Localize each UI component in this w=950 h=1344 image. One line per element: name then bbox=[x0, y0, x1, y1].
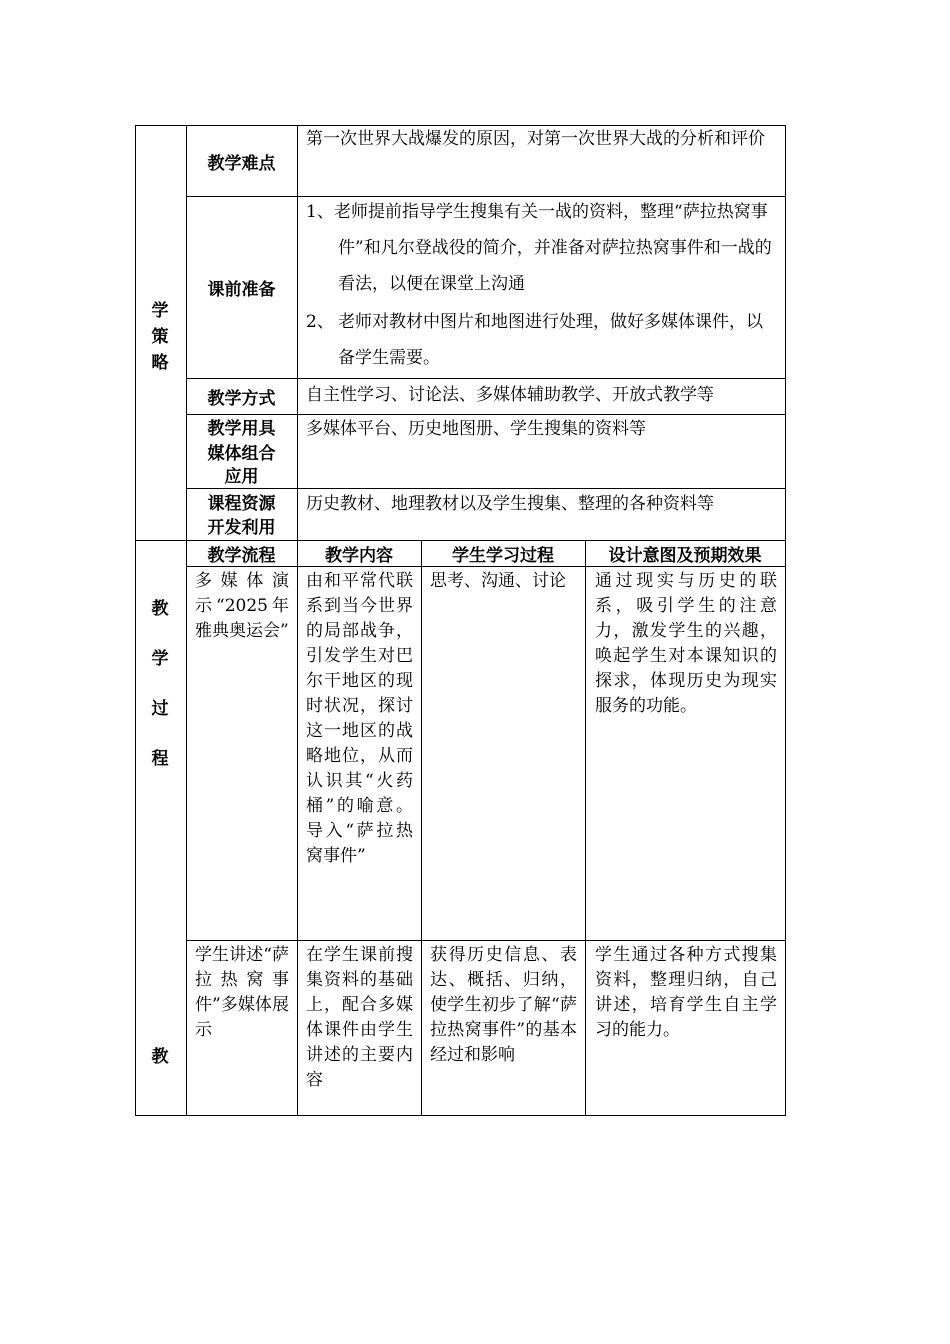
column-header-design-intent: 设计意图及预期效果 bbox=[608, 546, 762, 566]
prep-item-1-number: 1、 bbox=[306, 202, 334, 222]
tools-content: 多媒体平台、历史地图册、学生搜集的资料等 bbox=[306, 419, 646, 439]
col-divider bbox=[421, 540, 422, 1116]
prep-item-2-text: 老师对教材中图片和地图进行处理，做好多媒体课件，以备学生需要。 bbox=[338, 312, 763, 368]
row-label-resources-line2: 开发利用 bbox=[207, 518, 276, 538]
prep-item-1-text: 老师提前指导学生搜集有关一战的资料，整理“萨拉热窝事件”和凡尔登战役的简介，并准备对萨拉热窝事件和一战的看法，以便在课堂上沟通 bbox=[334, 202, 772, 294]
row-label-teaching-method: 教学方式 bbox=[207, 389, 276, 409]
row-divider bbox=[186, 566, 786, 567]
table-border-bottom bbox=[135, 1115, 786, 1116]
process-row-2-flow: 学生讲述“萨拉热窝事件”多媒体展示 bbox=[195, 945, 289, 1040]
prep-item-2-number: 2、 bbox=[306, 312, 334, 332]
row-label-resources-line1: 课程资源 bbox=[207, 494, 276, 514]
resources-content: 历史教材、地理教材以及学生搜集、整理的各种资料等 bbox=[306, 494, 714, 514]
process-row-2-content: 在学生课前搜集资料的基础上，配合多媒体课件由学生讲述的主要内容 bbox=[306, 945, 413, 1090]
row-label-tools-line3: 应用 bbox=[224, 467, 259, 487]
column-header-student-process: 学生学习过程 bbox=[452, 546, 554, 566]
process-row-1-flow: 多媒体演示“2025年雅典奥运会” bbox=[195, 571, 289, 641]
side-label-char: 教 bbox=[151, 599, 169, 619]
row-divider bbox=[186, 940, 786, 941]
side-label-char: 学 bbox=[151, 649, 169, 669]
side-label-char: 过 bbox=[151, 699, 169, 719]
teaching-method-content: 自主性学习、讨论法、多媒体辅助教学、开放式教学等 bbox=[306, 385, 714, 405]
process-row-1-intent: 通过现实与历史的联系，吸引学生的注意力，激发学生的兴趣，唤起学生对本课知识的探求，体现历史为现实服务的功能。 bbox=[595, 571, 777, 716]
side-label-char: 学 bbox=[151, 301, 169, 321]
process-row-1-content: 由和平常代联系到当今世界的局部战争，引发学生对巴尔干地区的现时状况，探讨这一地区的战略地位，从而认识其“火药桶”的喻意。导入“萨拉热窝事件” bbox=[306, 571, 413, 866]
row-label-tools-line2: 媒体组合 bbox=[207, 444, 276, 464]
table-border-left bbox=[135, 125, 136, 1116]
side-label-char: 略 bbox=[151, 353, 169, 373]
process-row-2-intent: 学生通过各种方式搜集资料，整理归纳，自己讲述，培育学生自主学习的能力。 bbox=[595, 945, 777, 1040]
row-label-tools-line1: 教学用具 bbox=[207, 419, 276, 439]
process-row-2-student: 获得历史信息、表达、概括、归纳，使学生初步了解“萨拉热窝事件”的基本经过和影响 bbox=[430, 945, 577, 1065]
row-label-preparation: 课前准备 bbox=[207, 280, 276, 300]
process-row-1-student: 思考、沟通、讨论 bbox=[430, 571, 566, 591]
column-header-flow: 教学流程 bbox=[207, 546, 276, 566]
difficulty-content: 第一次世界大战爆发的原因，对第一次世界大战的分析和评价 bbox=[306, 129, 765, 149]
side-label-char: 策 bbox=[151, 327, 169, 347]
col-divider bbox=[297, 125, 298, 1116]
table-border-right bbox=[785, 125, 786, 1116]
side-label-char: 教 bbox=[151, 1047, 169, 1067]
side-label-char: 程 bbox=[151, 749, 169, 769]
col-divider bbox=[585, 540, 586, 1116]
column-header-content: 教学内容 bbox=[325, 546, 393, 566]
row-label-difficulty: 教学难点 bbox=[207, 153, 276, 174]
